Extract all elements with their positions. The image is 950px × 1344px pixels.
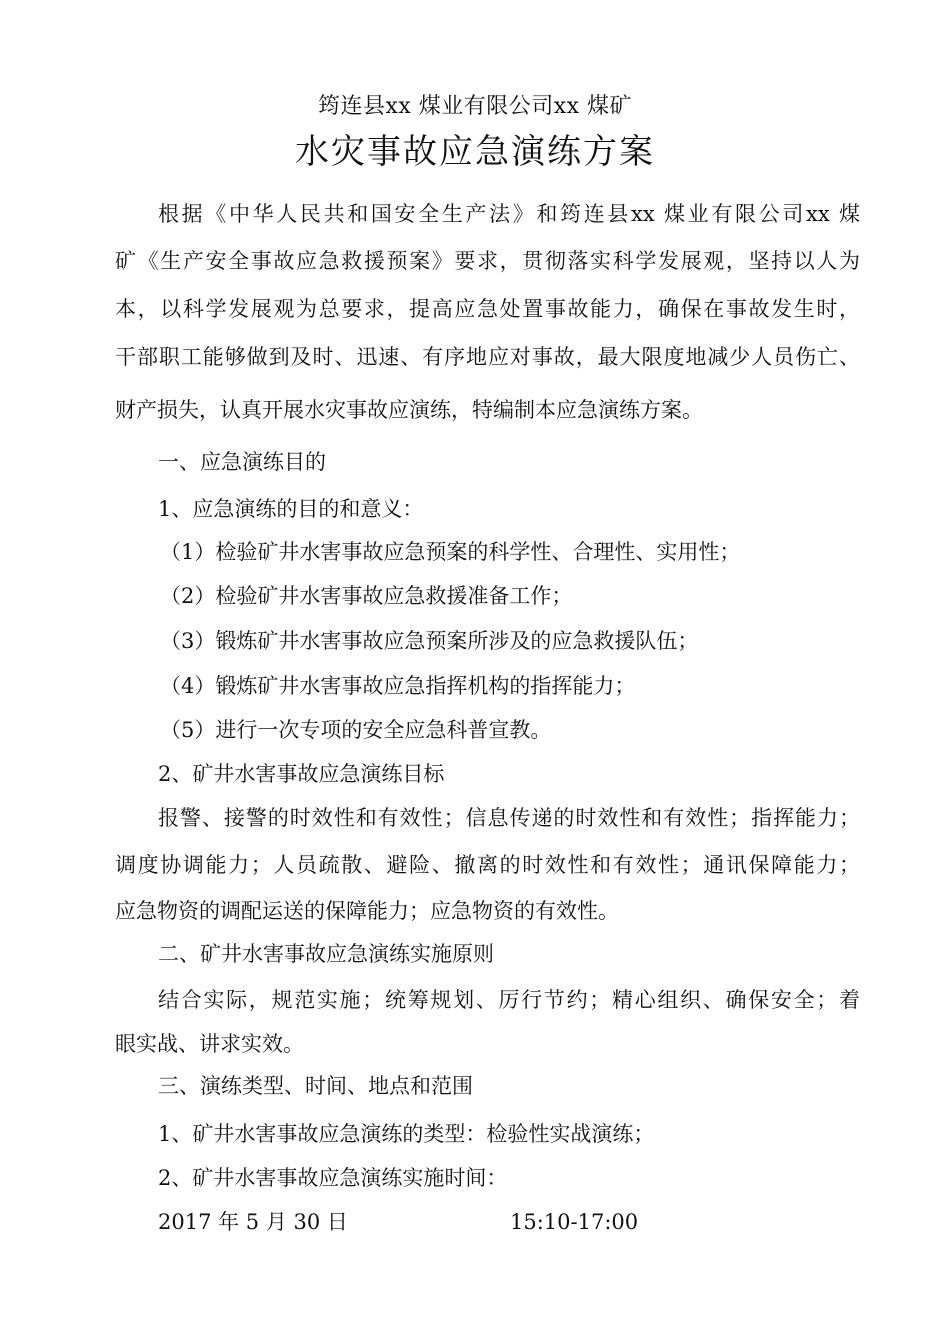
drill-time-range: 15:10-17:00 bbox=[510, 1210, 639, 1234]
intro-line: 根据《中华人民共和国安全生产法》和筠连县xx 煤业有限公司xx 煤 bbox=[158, 202, 860, 226]
section-heading: 二、矿井水害事故应急演练实施原则 bbox=[158, 942, 494, 966]
principle-line: 结合实际，规范实施；统筹规划、厉行节约；精心组织、确保安全；着 bbox=[158, 988, 860, 1012]
goal-line: 应急物资的调配运送的保障能力；应急物资的有效性。 bbox=[115, 899, 619, 923]
subsection-heading: 2、矿井水害事故应急演练目标 bbox=[158, 762, 445, 786]
subsection-heading: 1、应急演练的目的和意义： bbox=[158, 497, 424, 521]
list-item: （4）锻炼矿井水害事故应急指挥机构的指挥能力； bbox=[160, 674, 636, 698]
list-item: （2）检验矿井水害事故应急救援准备工作； bbox=[160, 584, 573, 608]
document-title: 水灾事故应急演练方案 bbox=[295, 132, 655, 172]
list-item: （3）锻炼矿井水害事故应急预案所涉及的应急救援队伍； bbox=[160, 629, 699, 653]
section-heading: 三、演练类型、时间、地点和范围 bbox=[158, 1074, 473, 1098]
list-item: （1）检验矿井水害事故应急预案的科学性、合理性、实用性； bbox=[160, 540, 741, 564]
drill-type-line: 1、矿井水害事故应急演练的类型：检验性实战演练； bbox=[158, 1122, 655, 1146]
intro-line: 本，以科学发展观为总要求，提高应急处置事故能力，确保在事故发生时， bbox=[115, 297, 860, 321]
drill-time-heading: 2、矿井水害事故应急演练实施时间： bbox=[158, 1166, 508, 1190]
drill-date: 2017 年 5 月 30 日 bbox=[158, 1210, 348, 1234]
goal-line: 调度协调能力；人员疏散、避险、撤离的时效性和有效性；通讯保障能力； bbox=[115, 853, 860, 877]
section-heading: 一、应急演练目的 bbox=[158, 450, 326, 474]
intro-line: 干部职工能够做到及时、迅速、有序地应对事故，最大限度地减少人员伤亡、 bbox=[115, 345, 860, 369]
goal-line: 报警、接警的时效性和有效性；信息传递的时效性和有效性；指挥能力； bbox=[158, 806, 860, 830]
intro-line: 财产损失，认真开展水灾事故应演练，特编制本应急演练方案。 bbox=[115, 398, 703, 422]
intro-line: 矿《生产安全事故应急救援预案》要求，贯彻落实科学发展观，坚持以人为 bbox=[115, 249, 860, 273]
principle-line: 眼实战、讲求实效。 bbox=[115, 1032, 304, 1056]
list-item: （5）进行一次专项的安全应急科普宣教。 bbox=[160, 718, 552, 742]
company-line: 筠连县xx 煤业有限公司xx 煤矿 bbox=[317, 94, 633, 119]
